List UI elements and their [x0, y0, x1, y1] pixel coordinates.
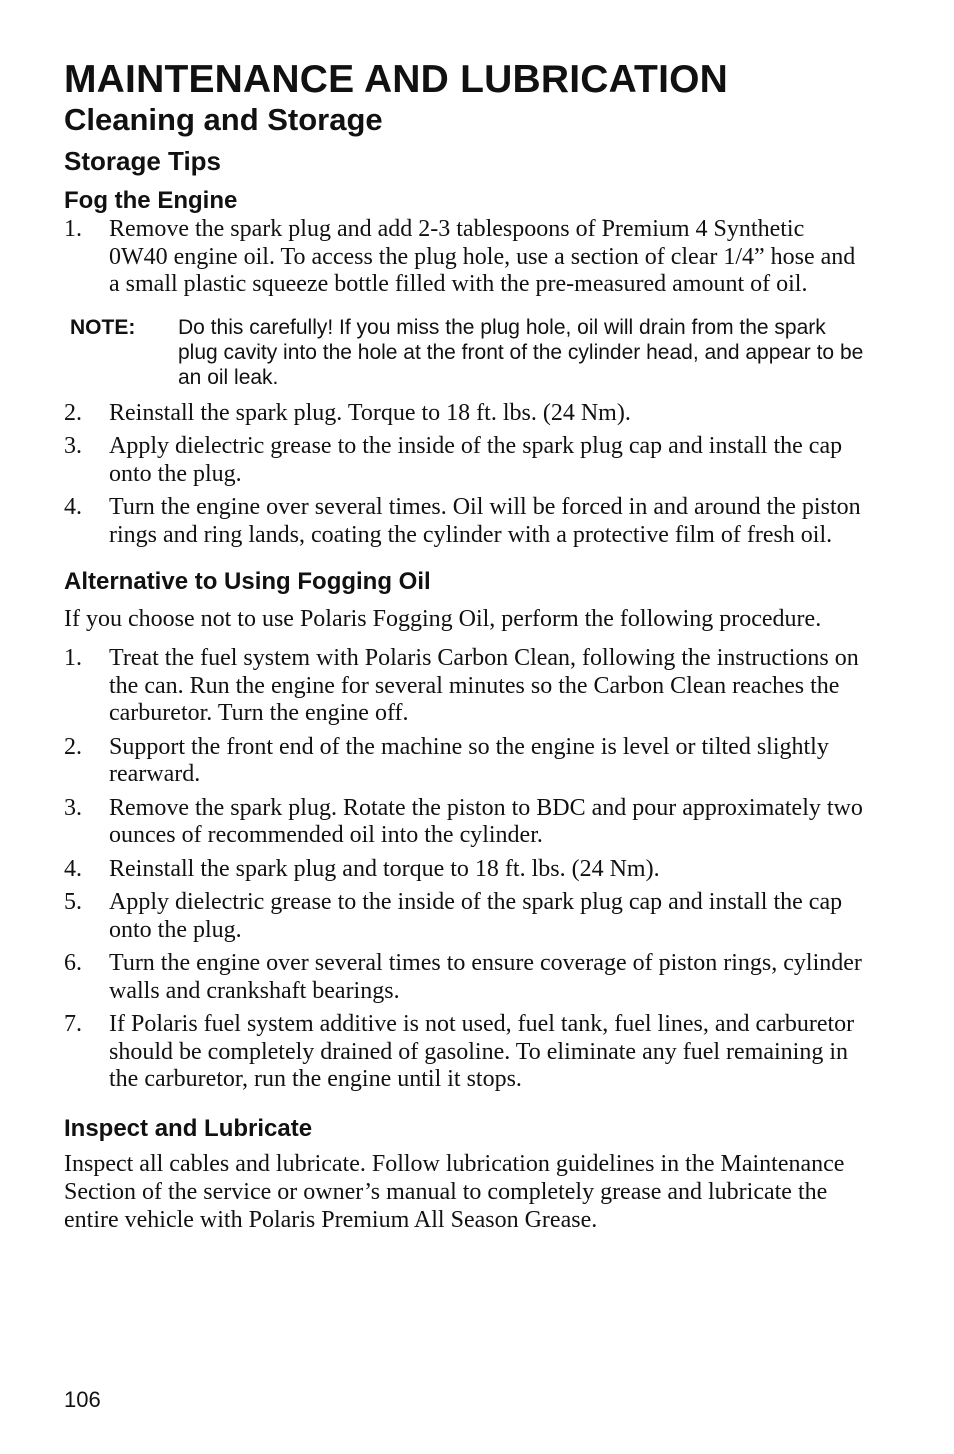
step-text: Turn the engine over several times. Oil will be forced in and around the piston rings and ring lands, coating the cylinder with a protective film of fresh oil. [109, 494, 861, 548]
list-item [64, 795, 864, 850]
fog-engine-steps [64, 216, 864, 299]
list-item [64, 433, 864, 488]
step-number: 4. [64, 855, 82, 882]
list-item [64, 216, 864, 299]
note-label: NOTE: [70, 315, 136, 339]
step-text: If Polaris fuel system additive is not used, fuel tank, fuel lines, and carburetor should be completely drained of gasoline. To eliminate any fuel remaining in the carburetor, run the engine until it stops. [109, 1011, 855, 1092]
page-content [64, 58, 864, 1234]
step-number: 2. [64, 399, 82, 426]
list-item [64, 950, 864, 1005]
step-number: 5. [64, 889, 82, 915]
list-item [64, 494, 864, 549]
step-number: 4. [64, 494, 82, 520]
alternative-heading: Alternative to Using Fogging Oil [64, 568, 431, 595]
subsection-title: Storage Tips [64, 146, 222, 176]
list-item [64, 400, 864, 428]
inspect-heading: Inspect and Lubricate [64, 1114, 313, 1142]
list-item [64, 734, 864, 789]
step-number: 2. [64, 733, 82, 760]
step-text: Treat the fuel system with Polaris Carbon Clean, following the instructions on the can. Run the engine for several minutes so the Carbon Clean reaches the carburetor. Turn the engine off. [109, 645, 859, 726]
step-text: Reinstall the spark plug. Torque to 18 ft. lbs. (24 Nm). [109, 399, 631, 426]
step-text: Reinstall the spark plug and torque to 18 ft. lbs. (24 Nm). [109, 855, 660, 882]
list-item [64, 1011, 864, 1094]
step-text: Remove the spark plug and add 2-3 tablespoons of Premium 4 Synthetic 0W40 engine oil. To access the plug hole, use a section of clear 1/4” hose and a small plastic squeeze bottle filled with the pre-measured amount of oil. [109, 216, 856, 297]
list-item [64, 645, 864, 728]
step-text: Apply dielectric grease to the inside of the spark plug cap and install the cap onto the plug. [109, 889, 843, 943]
fog-engine-steps-continued [64, 400, 864, 550]
step-number: 6. [64, 950, 82, 976]
list-item [64, 856, 864, 884]
inspect-text: Inspect all cables and lubricate. Follow lubrication guidelines in the Maintenance Section of the service or owner’s manual to completely grease and lubricate the entire vehicle with Polaris Premium All Season Grease. [64, 1150, 845, 1233]
section-title: Cleaning and Storage [64, 102, 383, 137]
step-text: Remove the spark plug. Rotate the piston to BDC and pour approximately two ounces of recommended oil into the cylinder. [109, 794, 863, 848]
step-number: 3. [64, 433, 82, 459]
alternative-intro: If you choose not to use Polaris Fogging Oil, perform the following procedure. [64, 606, 822, 632]
page-number: 106 [64, 1387, 101, 1412]
note-block [70, 315, 864, 390]
note-text: Do this carefully! If you miss the plug hole, oil will drain from the spark plug cavity into the hole at the front of the cylinder head, and appear to be an oil leak. [178, 315, 864, 389]
step-number: 7. [64, 1011, 82, 1037]
step-number: 1. [64, 216, 82, 242]
alternative-steps [64, 645, 864, 1094]
step-text: Turn the engine over several times to ensure coverage of piston rings, cylinder walls and crankshaft bearings. [109, 950, 862, 1004]
step-text: Apply dielectric grease to the inside of the spark plug cap and install the cap onto the plug. [109, 433, 843, 487]
step-number: 1. [64, 645, 82, 671]
step-number: 3. [64, 794, 82, 821]
list-item [64, 889, 864, 944]
step-text: Support the front end of the machine so the engine is level or tilted slightly rearward. [109, 733, 829, 787]
page-title: MAINTENANCE AND LUBRICATION [64, 58, 729, 101]
fog-engine-heading: Fog the Engine [64, 187, 238, 214]
